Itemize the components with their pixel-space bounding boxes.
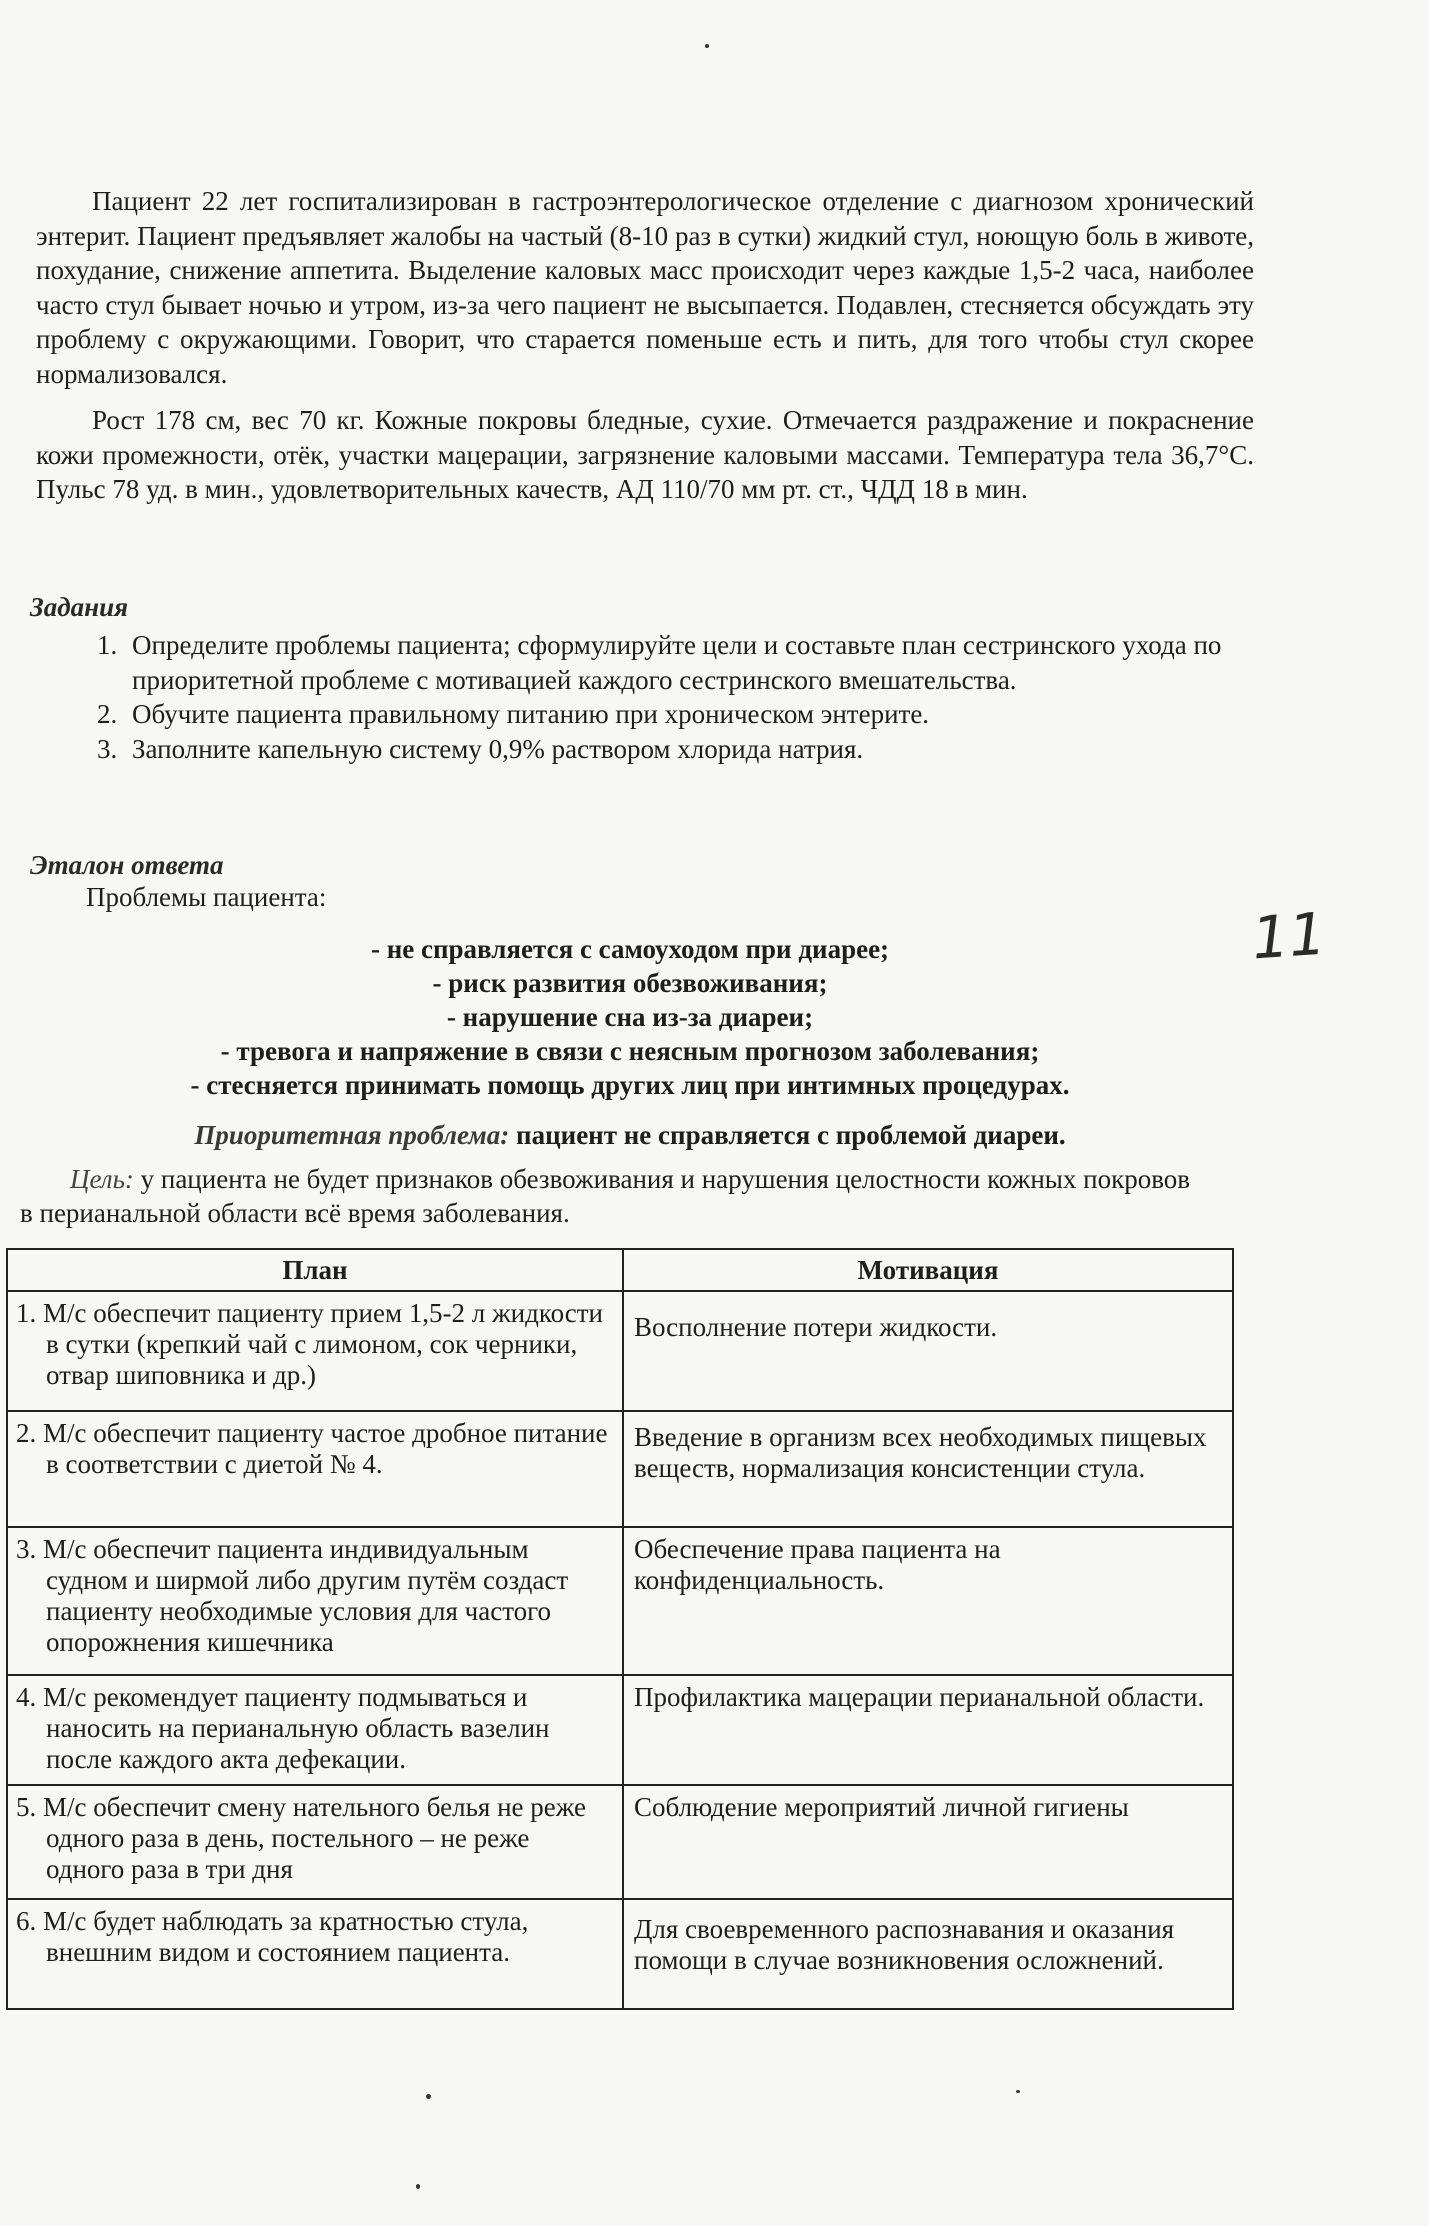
- problems-label: Проблемы пациента:: [86, 882, 327, 912]
- plan-cell: 6. М/с будет наблюдать за кратностью стула, внешним видом и состоянием пациента.: [7, 1899, 623, 2009]
- problem-item: - стесняется принимать помощь других лиц при интимных процедурах.: [190, 1070, 1070, 1100]
- case-paragraph-1: Пациент 22 лет госпитализирован в гастроэнтерологическое отделение с диагнозом хронический энтерит. Пациент предъявляет жалобы на частый (8-10 раз в сутки) жидкий стул, ноющую боль в животе, похудание, снижение аппетита. Выделение каловых масс происходит через каждые 1,5-2 часа, наиболее часто стул бывает ночью и утром, из-за чего пациент не высыпается. Подавлен, стесняется обсуждать эту проблему с окружающими. Говорит, что старается поменьше есть и пить, для того чтобы стул скорее нормализовался.: [36, 186, 1254, 389]
- table-row: [7, 1291, 1233, 1411]
- plan-cell: 5. М/с обеспечит смену нательного белья не реже одного раза в день, постельного – не реже одного раза в три дня: [7, 1785, 623, 1899]
- goal: [20, 1162, 1200, 1230]
- motivation-cell: Обеспечение права пациента на конфиденциальность.: [623, 1527, 1233, 1675]
- table-row: [7, 1899, 1233, 2009]
- table-row: [7, 1411, 1233, 1527]
- problem-item: - риск развития обезвоживания;: [432, 968, 828, 998]
- problems-list: [80, 932, 1180, 1102]
- case-paragraph-2: Рост 178 см, вес 70 кг. Кожные покровы бледные, сухие. Отмечается раздражение и покраснение кожи промежности, отёк, участки мацерации, загрязнение каловыми массами. Температура тела 36,7°С. Пульс 78 уд. в мин., удовлетворительных качеств, АД 110/70 мм рт. ст., ЧДД 18 в мин.: [36, 405, 1254, 504]
- scan-speck: [426, 2094, 431, 2099]
- table-row: [7, 1675, 1233, 1785]
- motivation-cell: Для своевременного распознавания и оказания помощи в случае возникновения осложнений.: [623, 1899, 1233, 2009]
- tasks-list: [72, 628, 1314, 766]
- motivation-cell: Восполнение потери жидкости.: [623, 1291, 1233, 1411]
- goal-label: Цель:: [70, 1164, 134, 1194]
- plan-cell: 3. М/с обеспечит пациента индивидуальным судном и ширмой либо другим путём создаст пациенту необходимые условия для частого опорожнения кишечника: [7, 1527, 623, 1675]
- header-motivation: Мотивация: [623, 1249, 1233, 1291]
- task-item: 2. Обучите пациента правильному питанию при хроническом энтерите.: [124, 697, 1314, 732]
- scan-speck: [1016, 2090, 1020, 2093]
- problem-item: - тревога и напряжение в связи с неясным прогнозом заболевания;: [220, 1036, 1040, 1066]
- table-row: [7, 1785, 1233, 1899]
- answer-heading: Эталон ответа: [30, 850, 224, 880]
- plan-cell: 4. М/с рекомендует пациенту подмываться и наносить на перианальную область вазелин после каждого акта дефекации.: [7, 1675, 623, 1785]
- priority-problem: [80, 1120, 1180, 1151]
- priority-text: пациент не справляется с проблемой диареи.: [509, 1120, 1066, 1150]
- task-item: 3. Заполните капельную систему 0,9% раствором хлорида натрия.: [124, 732, 1314, 767]
- priority-label: Приоритетная проблема:: [194, 1120, 510, 1150]
- task-item: 1. Определите проблемы пациента; сформулируйте цели и составьте план сестринского ухода по приоритетной проблеме с мотивацией каждого сестринского вмешательства.: [124, 628, 1314, 697]
- header-plan: План: [7, 1249, 623, 1291]
- scan-speck: [416, 2184, 420, 2189]
- table-header-row: [7, 1249, 1233, 1291]
- plan-cell: 2. М/с обеспечит пациенту частое дробное питание в соответствии с диетой № 4.: [7, 1411, 623, 1527]
- table-row: [7, 1527, 1233, 1675]
- goal-text: у пациента не будет признаков обезвоживания и нарушения целостности кожных покровов в перианальной области всё время заболевания.: [20, 1164, 1191, 1228]
- handwritten-page-number: 11: [1249, 899, 1329, 973]
- motivation-cell: Профилактика мацерации перианальной области.: [623, 1675, 1233, 1785]
- scan-speck: [705, 44, 709, 48]
- problem-item: - не справляется с самоуходом при диарее;: [370, 934, 890, 964]
- tasks-heading: Задания: [30, 592, 129, 622]
- care-plan-table: [6, 1248, 1234, 2010]
- problem-item: - нарушение сна из-за диареи;: [446, 1002, 814, 1032]
- motivation-cell: Соблюдение мероприятий личной гигиены: [623, 1785, 1233, 1899]
- plan-cell: 1. М/с обеспечит пациенту прием 1,5-2 л жидкости в сутки (крепкий чай с лимоном, сок черники, отвар шиповника и др.): [7, 1291, 623, 1411]
- motivation-cell: Введение в организм всех необходимых пищевых веществ, нормализация консистенции стула.: [623, 1411, 1233, 1527]
